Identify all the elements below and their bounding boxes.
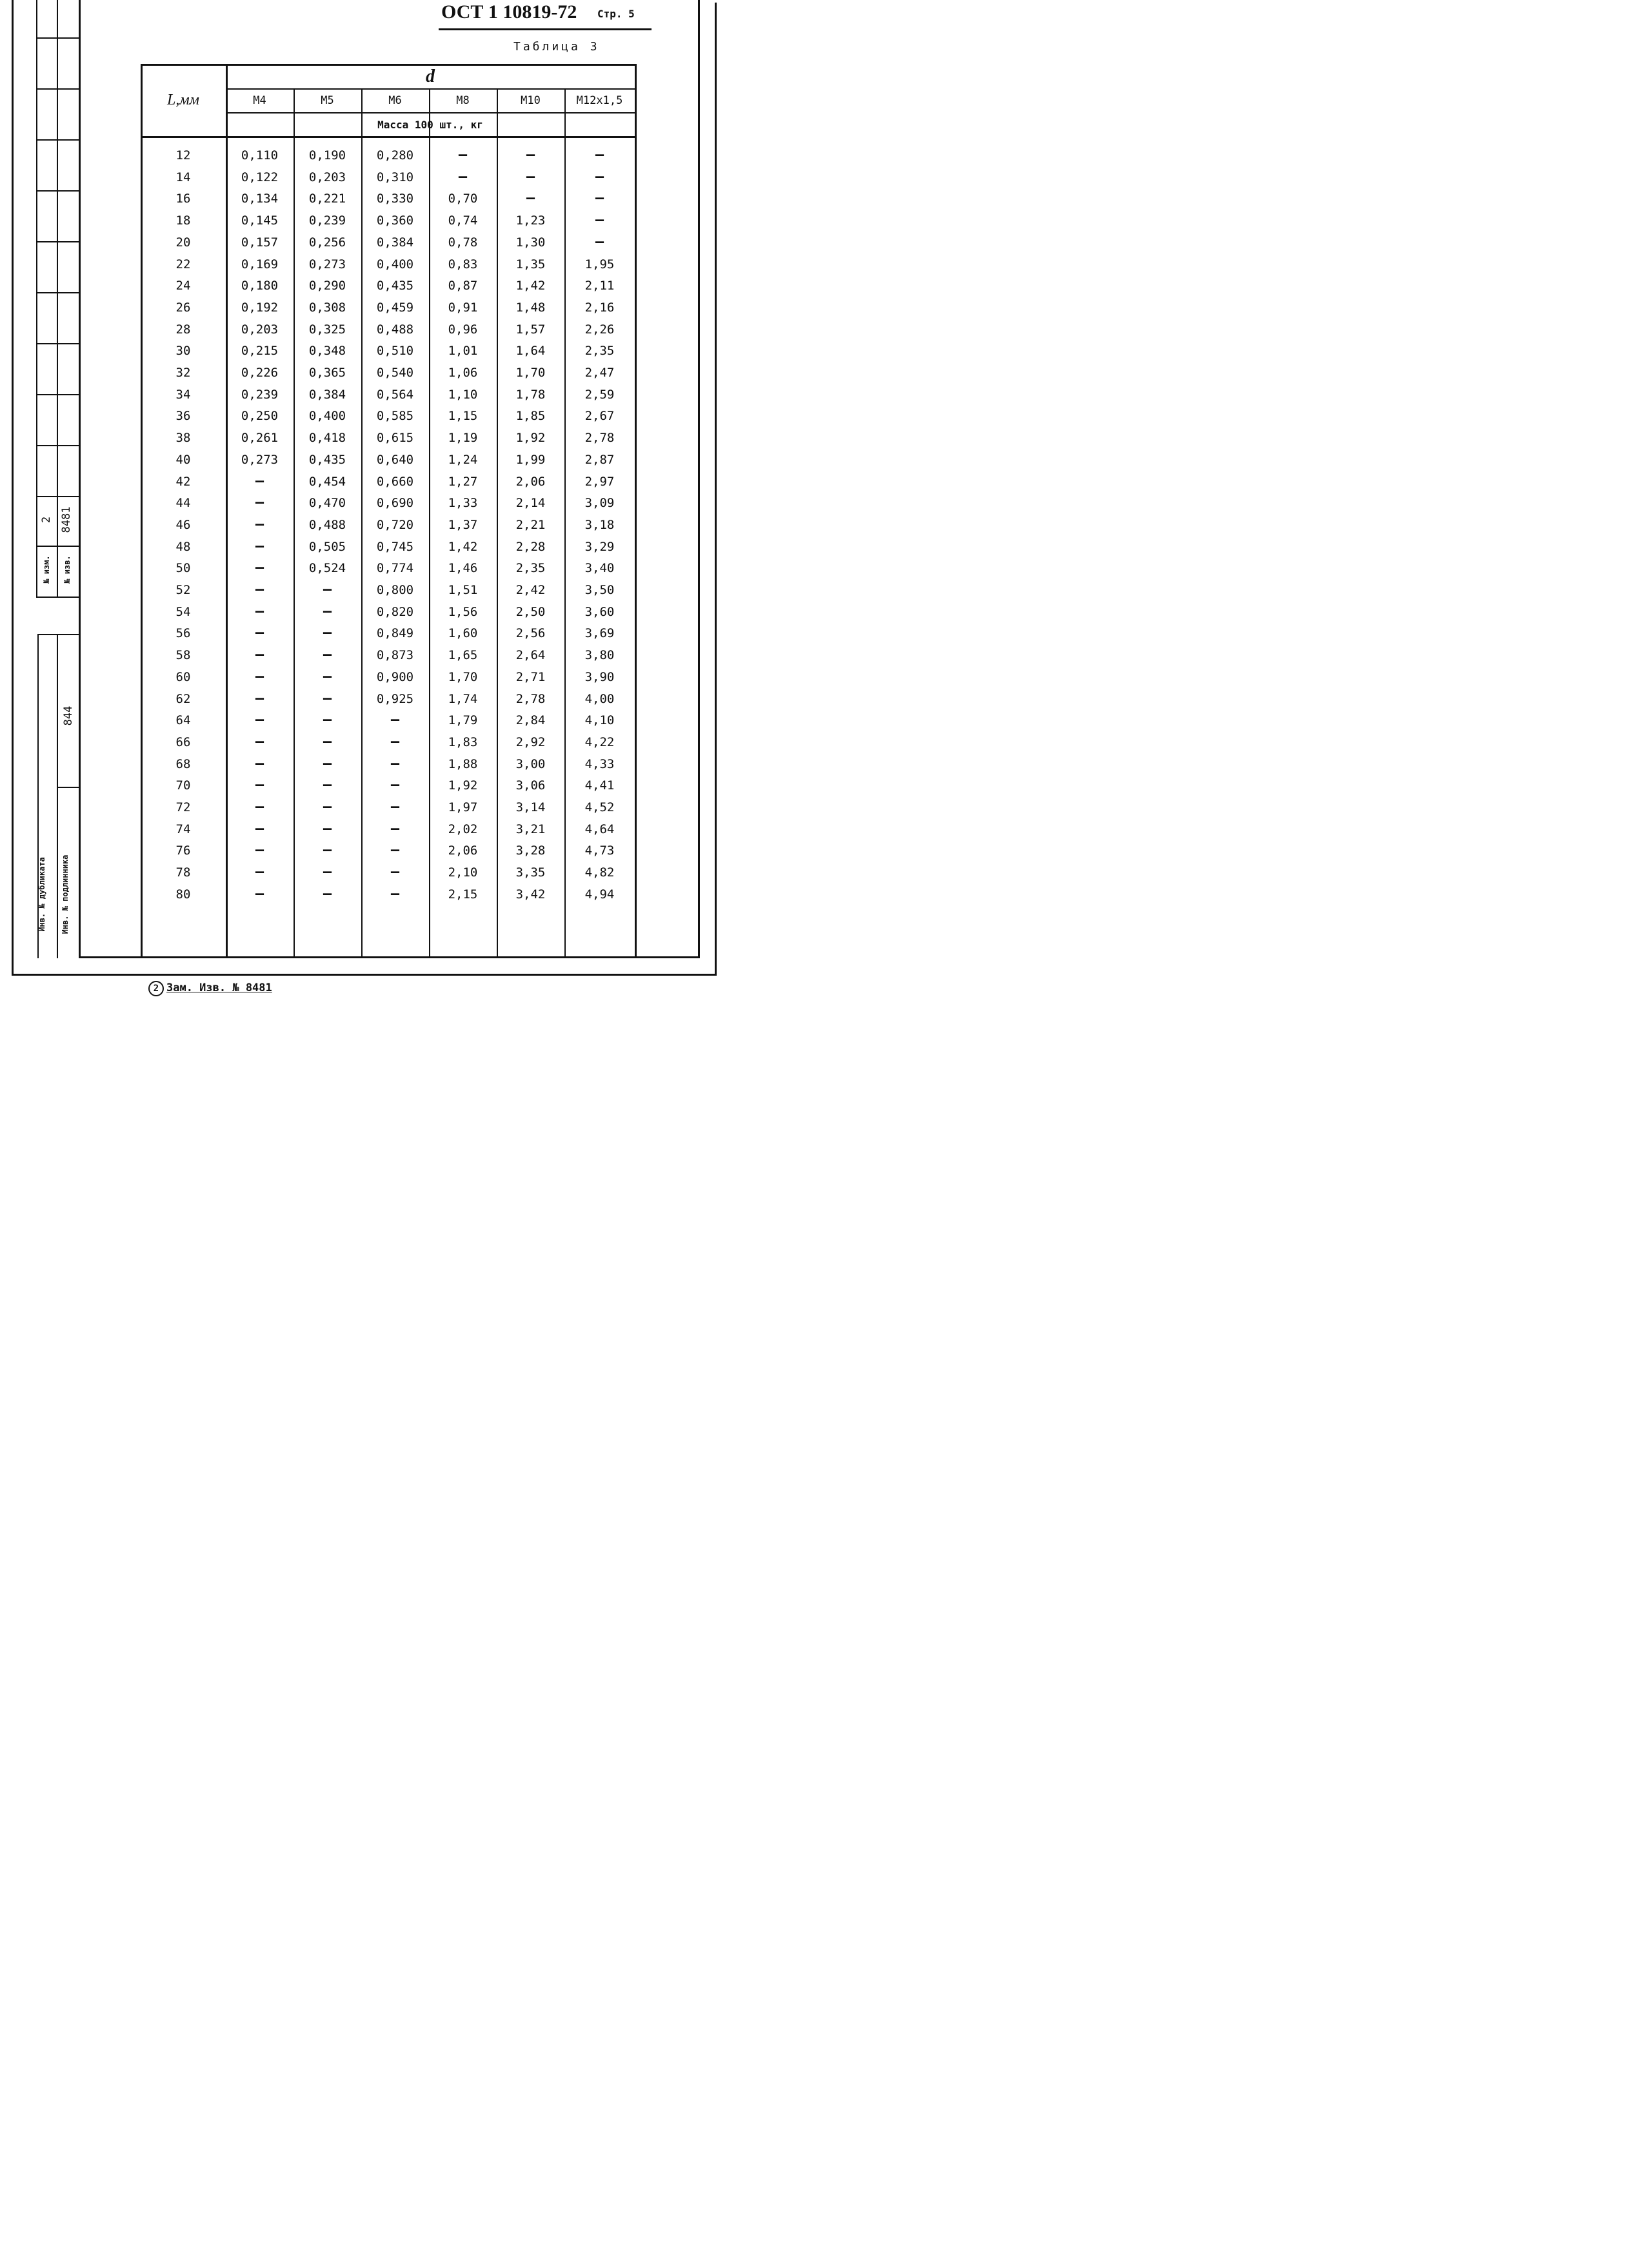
mass-cell: 0,215 [241, 344, 279, 359]
mass-cell: 4,33 [584, 756, 615, 771]
mass-cell: – [255, 538, 264, 555]
mass-cell: 0,873 [376, 648, 414, 663]
mass-cell: 1,42 [448, 539, 478, 554]
mass-cell: 0,169 [241, 257, 279, 271]
length-cell: 58 [175, 648, 191, 663]
mass-cell: 0,435 [376, 279, 414, 293]
frame-right-outer [715, 3, 717, 975]
mass-cell: 0,250 [241, 409, 279, 424]
column-header-5: М10 [521, 94, 541, 107]
stamp-original-value: 844 [62, 705, 75, 726]
mass-cell: 2,50 [515, 604, 546, 619]
mass-cell: – [526, 168, 535, 185]
mass-cell: 0,585 [376, 409, 414, 424]
mass-cell: 1,92 [515, 431, 546, 446]
length-cell: 14 [175, 170, 191, 184]
column-header-2: М5 [321, 94, 334, 107]
mass-cell: 2,64 [515, 648, 546, 663]
length-cell: 66 [175, 735, 191, 749]
mass-cell: 0,273 [308, 257, 346, 271]
mass-cell: 0,820 [376, 604, 414, 619]
mass-cell: 2,97 [584, 474, 615, 489]
mass-cell: – [458, 168, 468, 185]
stamp-mid-line-lower [57, 634, 58, 958]
mass-cell: 3,00 [515, 756, 546, 771]
mass-cell: 1,95 [584, 257, 615, 271]
mass-cell: 0,74 [448, 213, 478, 228]
mass-cell: 0,134 [241, 192, 279, 206]
mass-cell: 0,524 [308, 561, 346, 576]
frame-inner-bottom [79, 956, 699, 958]
length-cell: 26 [175, 300, 191, 315]
mass-cell: – [323, 712, 332, 729]
mass-cell: – [255, 582, 264, 598]
mass-cell: 0,157 [241, 235, 279, 250]
mass-cell: 0,190 [308, 148, 346, 163]
mass-cell: – [255, 755, 264, 772]
mass-cell: 0,435 [308, 452, 346, 467]
length-cell: 68 [175, 756, 191, 771]
mass-cell: – [323, 690, 332, 707]
mass-cell: 2,71 [515, 669, 546, 684]
mass-cell: – [255, 690, 264, 707]
mass-cell: 0,900 [376, 669, 414, 684]
mass-cell: – [390, 799, 400, 815]
mass-cell: 0,273 [241, 452, 279, 467]
page-number: Стр. 5 [597, 8, 635, 20]
mass-cell: 1,57 [515, 322, 546, 337]
mass-cell: 2,78 [584, 431, 615, 446]
length-cell: 36 [175, 409, 191, 424]
mass-cell: – [255, 495, 264, 511]
length-cell: 50 [175, 561, 191, 576]
length-cell: 54 [175, 604, 191, 619]
mass-cell: 4,73 [584, 843, 615, 858]
mass-cell: – [255, 473, 264, 489]
mass-cell: 1,65 [448, 648, 478, 663]
mass-cell: 0,91 [448, 300, 478, 315]
mass-cell: 2,02 [448, 822, 478, 836]
mass-cell: 2,87 [584, 452, 615, 467]
length-cell: 18 [175, 213, 191, 228]
mass-cell: 0,110 [241, 148, 279, 163]
mass-cell: 3,60 [584, 604, 615, 619]
mass-cell: 0,505 [308, 539, 346, 554]
mass-cell: 4,41 [584, 778, 615, 793]
mass-cell: – [323, 842, 332, 859]
mass-cell: – [390, 733, 400, 750]
column-header-3: М6 [388, 94, 402, 107]
mass-cell: 3,35 [515, 865, 546, 880]
mass-cell: 1,88 [448, 756, 478, 771]
mass-cell: 2,28 [515, 539, 546, 554]
column-header-6: М12х1,5 [576, 94, 623, 107]
mass-cell: 1,78 [515, 387, 546, 402]
mass-cell: 1,23 [515, 213, 546, 228]
length-cell: 72 [175, 800, 191, 814]
change-footnote [148, 981, 272, 996]
mass-cell: 1,37 [448, 517, 478, 532]
mass-cell: 4,82 [584, 865, 615, 880]
mass-cell: 4,22 [584, 735, 615, 749]
mass-cell: 0,849 [376, 626, 414, 641]
mass-cell: – [255, 864, 264, 881]
mass-cell: 0,145 [241, 213, 279, 228]
mass-cell: – [595, 212, 604, 229]
mass-cell: 0,261 [241, 431, 279, 446]
mass-cell: 0,78 [448, 235, 478, 250]
stamp-upper-bottom [36, 597, 80, 598]
mass-cell: 0,470 [308, 496, 346, 511]
document-header [439, 0, 652, 30]
mass-cell: 1,70 [515, 366, 546, 380]
stamp-notice-no-label: № изв. [63, 555, 72, 584]
mass-cell: 0,96 [448, 322, 478, 337]
mass-cell: – [323, 668, 332, 685]
mass-cell: – [255, 733, 264, 750]
mass-cell: 0,384 [376, 235, 414, 250]
mass-cell: 0,280 [376, 148, 414, 163]
mass-cell: 3,69 [584, 626, 615, 641]
length-cell: 62 [175, 691, 191, 706]
mass-cell: 2,67 [584, 409, 615, 424]
mass-cell: 1,27 [448, 474, 478, 489]
mass-cell: – [526, 147, 535, 163]
stamp-duplicate-label: Инв. № дубликата [37, 857, 46, 932]
mass-cell: – [255, 712, 264, 729]
mass-cell: 2,06 [448, 843, 478, 858]
mass-cell: 2,42 [515, 583, 546, 597]
mass-cell: – [255, 668, 264, 685]
mass-cell: 1,70 [448, 669, 478, 684]
mass-cell: – [390, 755, 400, 772]
mass-cell: – [526, 190, 535, 207]
frame-inner-right [698, 0, 700, 958]
frame-left-outer [12, 0, 14, 975]
mass-cell: – [255, 777, 264, 794]
mass-cell: 1,33 [448, 496, 478, 511]
length-cell: 24 [175, 279, 191, 293]
mass-cell: 3,40 [584, 561, 615, 576]
d-header: d [426, 66, 435, 86]
length-cell: 74 [175, 822, 191, 836]
length-cell: 80 [175, 887, 191, 902]
mass-cell: 2,78 [515, 691, 546, 706]
mass-cell: 4,52 [584, 800, 615, 814]
mass-cell: – [255, 820, 264, 837]
mass-cell: – [390, 864, 400, 881]
mass-cell: 0,70 [448, 192, 478, 206]
mass-cell: 0,325 [308, 322, 346, 337]
length-cell: 52 [175, 583, 191, 597]
mass-cell: 1,42 [515, 279, 546, 293]
mass-cell: 4,94 [584, 887, 615, 902]
mass-cell: – [595, 233, 604, 250]
mass-cell: – [323, 820, 332, 837]
mass-cell: 3,42 [515, 887, 546, 902]
stamp-change-no-label: № изм. [42, 555, 51, 584]
mass-cell: 1,79 [448, 713, 478, 728]
mass-cell: 0,192 [241, 300, 279, 315]
mass-cell: 1,46 [448, 561, 478, 576]
mass-cell: 0,310 [376, 170, 414, 184]
mass-cell: 1,19 [448, 431, 478, 446]
mass-cell: 4,00 [584, 691, 615, 706]
mass-cell: 1,97 [448, 800, 478, 814]
mass-cell: 0,348 [308, 344, 346, 359]
mass-cell: – [323, 582, 332, 598]
mass-cell: – [390, 842, 400, 859]
mass-cell: 0,290 [308, 279, 346, 293]
mass-cell: 0,226 [241, 366, 279, 380]
mass-cell: – [595, 190, 604, 207]
mass-header: Масса 100 шт., кг [377, 119, 483, 131]
mass-cell: 0,384 [308, 387, 346, 402]
mass-cell: 1,99 [515, 452, 546, 467]
mass-cell: 4,10 [584, 713, 615, 728]
mass-cell: – [323, 647, 332, 664]
mass-cell: 0,400 [376, 257, 414, 271]
mass-cell: 0,774 [376, 561, 414, 576]
mass-cell: – [255, 516, 264, 533]
length-cell: 76 [175, 843, 191, 858]
mass-cell: 0,400 [308, 409, 346, 424]
mass-cell: 3,90 [584, 669, 615, 684]
table-caption: Таблица 3 [513, 40, 600, 54]
mass-cell: 2,35 [515, 561, 546, 576]
mass-cell: 0,203 [241, 322, 279, 337]
table-right-border [635, 64, 637, 957]
length-cell: 64 [175, 713, 191, 728]
mass-cell: 0,488 [376, 322, 414, 337]
mass-cell: 1,10 [448, 387, 478, 402]
mass-cell: – [255, 560, 264, 577]
length-cell: 40 [175, 452, 191, 467]
mass-cell: 2,14 [515, 496, 546, 511]
length-cell: 34 [175, 387, 191, 402]
mass-cell: 1,51 [448, 583, 478, 597]
stamp-block-top [37, 634, 80, 635]
mass-cell: 0,203 [308, 170, 346, 184]
mass-cell: 0,365 [308, 366, 346, 380]
mass-cell: 0,745 [376, 539, 414, 554]
mass-cell: 0,87 [448, 279, 478, 293]
mass-cell: – [255, 842, 264, 859]
mass-cell: 1,06 [448, 366, 478, 380]
mass-cell: 1,48 [515, 300, 546, 315]
mass-cell: 0,690 [376, 496, 414, 511]
column-header-4: М8 [456, 94, 470, 107]
column-header-1: М4 [253, 94, 266, 107]
mass-cell: 2,26 [584, 322, 615, 337]
mass-cell: – [323, 864, 332, 881]
mass-cell: 0,564 [376, 387, 414, 402]
mass-cell: 0,256 [308, 235, 346, 250]
mass-cell: 3,06 [515, 778, 546, 793]
mass-cell: 0,122 [241, 170, 279, 184]
mass-cell: 3,29 [584, 539, 615, 554]
length-cell: 16 [175, 192, 191, 206]
length-cell: 32 [175, 366, 191, 380]
change-footnote-text: Зам. Изв. № 8481 [166, 981, 272, 994]
stamp-block-sep [57, 787, 80, 788]
mass-cell: 1,74 [448, 691, 478, 706]
frame-inner-left [79, 0, 81, 958]
mass-cell: 0,640 [376, 452, 414, 467]
length-cell: 56 [175, 626, 191, 641]
length-cell: 30 [175, 344, 191, 359]
mass-cell: 2,21 [515, 517, 546, 532]
mass-cell: 0,454 [308, 474, 346, 489]
mass-cell: 2,59 [584, 387, 615, 402]
mass-cell: 2,35 [584, 344, 615, 359]
mass-cell: 3,18 [584, 517, 615, 532]
mass-cell: 1,85 [515, 409, 546, 424]
mass-cell: 3,28 [515, 843, 546, 858]
mass-cell: 0,180 [241, 279, 279, 293]
mass-cell: 2,06 [515, 474, 546, 489]
mass-cell: 0,459 [376, 300, 414, 315]
mass-cell: – [255, 603, 264, 620]
mass-cell: 1,64 [515, 344, 546, 359]
mass-cell: – [390, 712, 400, 729]
mass-cell: 2,15 [448, 887, 478, 902]
table-header-bottom-border [141, 136, 637, 138]
mass-cell: 3,14 [515, 800, 546, 814]
mass-cell: 2,11 [584, 279, 615, 293]
mass-cell: – [323, 755, 332, 772]
mass-cell: – [595, 147, 604, 163]
mass-cell: – [458, 147, 468, 163]
mass-cell: 0,360 [376, 213, 414, 228]
length-cell: 22 [175, 257, 191, 271]
l-header: L,мм [167, 92, 199, 108]
mass-cell: 0,540 [376, 366, 414, 380]
mass-cell: – [255, 647, 264, 664]
length-cell: 12 [175, 148, 191, 163]
mass-cell: – [323, 885, 332, 902]
mass-cell: 0,330 [376, 192, 414, 206]
mass-cell: – [255, 799, 264, 815]
length-cell: 70 [175, 778, 191, 793]
frame-bottom-outer [12, 974, 717, 976]
mass-cell: 0,239 [308, 213, 346, 228]
mass-cell: 2,16 [584, 300, 615, 315]
stamp-change-no-value: 2 [40, 516, 53, 524]
mass-cell: – [323, 625, 332, 642]
length-cell: 38 [175, 431, 191, 446]
stamp-notice-no-value: 8481 [60, 506, 73, 533]
mass-cell: 2,84 [515, 713, 546, 728]
length-cell: 44 [175, 496, 191, 511]
length-cell: 28 [175, 322, 191, 337]
mass-cell: 1,30 [515, 235, 546, 250]
mass-cell: 0,660 [376, 474, 414, 489]
mass-cell: – [595, 168, 604, 185]
mass-cell: 1,35 [515, 257, 546, 271]
stamp-original-label: Инв. № подлинника [61, 854, 70, 934]
mass-cell: 1,56 [448, 604, 478, 619]
mass-cell: – [323, 733, 332, 750]
mass-cell: 0,720 [376, 517, 414, 532]
mass-cell: 2,56 [515, 626, 546, 641]
mass-cell: 2,10 [448, 865, 478, 880]
mass-cell: – [390, 820, 400, 837]
mass-cell: 0,615 [376, 431, 414, 446]
mass-cell: 0,925 [376, 691, 414, 706]
mass-cell: 0,418 [308, 431, 346, 446]
mass-cell: 3,09 [584, 496, 615, 511]
mass-cell: – [390, 777, 400, 794]
mass-cell: – [390, 885, 400, 902]
mass-cell: 0,221 [308, 192, 346, 206]
length-cell: 48 [175, 539, 191, 554]
mass-cell: – [323, 799, 332, 815]
length-cell: 20 [175, 235, 191, 250]
mass-cell: 0,488 [308, 517, 346, 532]
mass-cell: 0,83 [448, 257, 478, 271]
length-cell: 42 [175, 474, 191, 489]
mass-cell: – [323, 777, 332, 794]
mass-cell: 0,510 [376, 344, 414, 359]
mass-cell: – [255, 885, 264, 902]
mass-cell: 1,92 [448, 778, 478, 793]
mass-cell: 3,80 [584, 648, 615, 663]
mass-cell: 0,800 [376, 583, 414, 597]
mass-cell: 2,47 [584, 366, 615, 380]
standard-code: ОСТ 1 10819-72 [441, 1, 577, 23]
mass-cell: 3,21 [515, 822, 546, 836]
length-cell: 78 [175, 865, 191, 880]
mass-cell: 1,83 [448, 735, 478, 749]
mass-cell: 0,308 [308, 300, 346, 315]
mass-cell: 1,24 [448, 452, 478, 467]
mass-cell: – [323, 603, 332, 620]
mass-cell: 1,15 [448, 409, 478, 424]
change-circle-number: 2 [148, 981, 164, 996]
length-cell: 60 [175, 669, 191, 684]
mass-cell: 1,60 [448, 626, 478, 641]
mass-cell: 3,50 [584, 583, 615, 597]
mass-cell: 0,239 [241, 387, 279, 402]
length-cell: 46 [175, 517, 191, 532]
mass-cell: 2,92 [515, 735, 546, 749]
mass-cell: 4,64 [584, 822, 615, 836]
mass-cell: – [255, 625, 264, 642]
mass-cell: 1,01 [448, 344, 478, 359]
